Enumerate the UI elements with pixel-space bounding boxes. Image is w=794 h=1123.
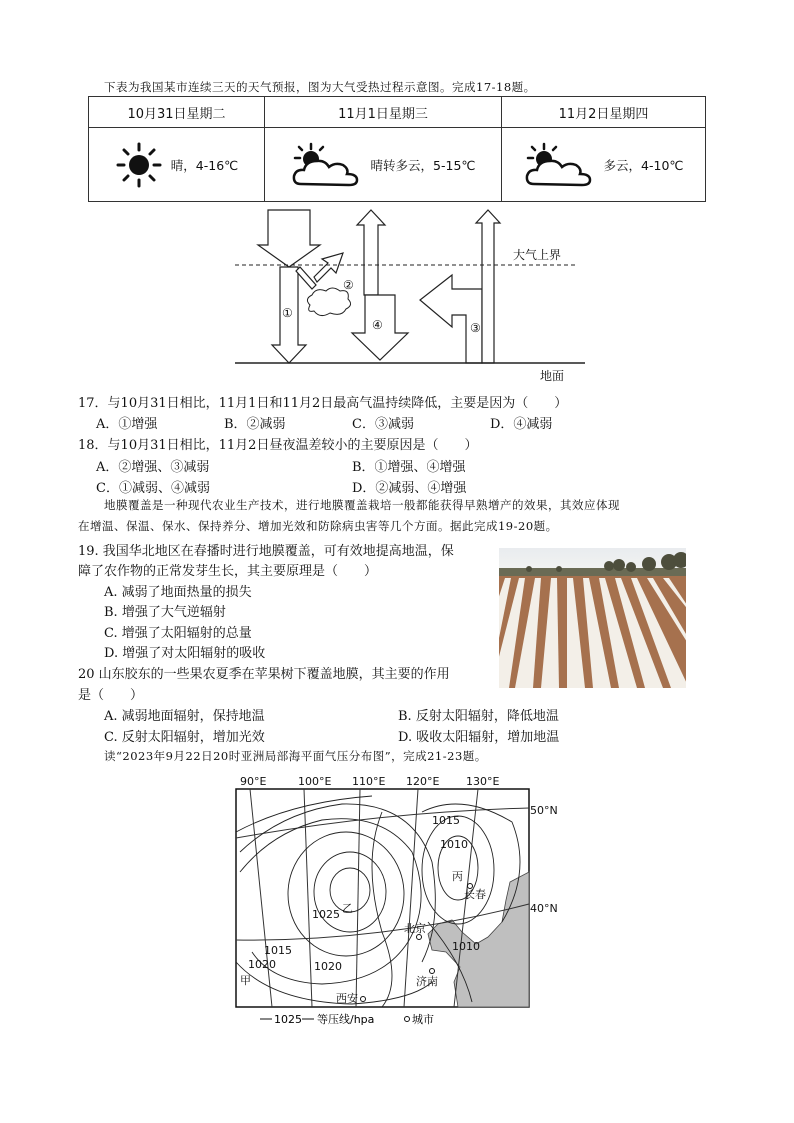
forecast-text-3: 多云，4-10℃ — [603, 157, 684, 173]
city-jinan: 济南 — [416, 975, 438, 988]
lon-label-120: 120°E — [406, 775, 440, 788]
q19-option-b: B. 增强了大气逆辐射 — [104, 605, 226, 620]
q18-option-b: B．①增强、④增强 — [352, 460, 466, 475]
intro-17-18: 下表为我国某市连续三天的天气预报，图为大气受热过程示意图。完成17-18题。 — [104, 80, 536, 94]
intro-21-23: 读“2023年9月22日20时亚洲局部海平面气压分布图”，完成21-23题。 — [104, 749, 487, 763]
forecast-text-2: 晴转多云，5-15℃ — [370, 157, 476, 173]
lon-label-100: 100°E — [298, 775, 332, 788]
lon-label-110: 110°E — [352, 775, 386, 788]
place-jia: 甲 — [240, 974, 251, 987]
legend-city: 城市 — [412, 1013, 434, 1026]
q19-stem-line1: 19. 我国华北地区在春播时进行地膜覆盖，可有效地提高地温，保 — [78, 544, 454, 559]
intro-19-20-line2: 在增温、保温、保水、保持养分、增加光效和防除病虫害等几个方面。据此完成19-20题。 — [78, 519, 558, 533]
q18-option-c: C．①减弱、④减弱 — [96, 481, 210, 496]
q17-option-c: C．③减弱 — [352, 417, 414, 432]
q17-stem: 17．与10月31日相比，11月1日和11月2日最高气温持续降低，主要是因为（ ） — [78, 396, 568, 411]
forecast-date-2: 11月1日星期三 — [265, 97, 502, 128]
city-xian: 西安 — [336, 992, 358, 1005]
q17-option-b: B．②减弱 — [224, 417, 286, 432]
city-changchun: 长春 — [464, 888, 486, 901]
plastic-mulch-photo — [499, 548, 686, 688]
q17-option-d: D．④减弱 — [490, 417, 553, 432]
marker-1: ① — [282, 306, 293, 320]
q20-stem-line1: 20 山东胶东的一些果农夏季在苹果树下覆盖地膜，其主要的作用 — [78, 667, 450, 682]
atmosphere-heating-diagram — [230, 205, 590, 385]
q18-option-a: A．②增强、③减弱 — [96, 460, 210, 475]
place-yi: 乙 — [342, 902, 353, 915]
city-dot-beijing — [417, 935, 422, 940]
q20-option-b: B. 反射太阳辐射，降低地温 — [398, 709, 559, 724]
intro-19-20-line1: 地膜覆盖是一种现代农业生产技术，进行地膜覆盖栽培一般都能获得早熟增产的效果，其效应体现 — [104, 498, 620, 512]
sun-icon — [115, 142, 163, 188]
marker-4: ④ — [372, 318, 383, 332]
legend-isobar-value: 1025 — [274, 1013, 302, 1026]
atmosphere-top-label: 大气上界 — [513, 248, 562, 262]
forecast-text-1: 晴，4-16℃ — [170, 157, 239, 173]
forecast-date-1: 10月31日星期二 — [89, 97, 265, 128]
legend-isobar: 等压线/hpa — [317, 1013, 375, 1026]
q19-stem-line2: 障了农作物的正常发芽生长，其主要原理是（ ） — [78, 564, 378, 579]
q20-option-a: A. 减弱地面辐射，保持地温 — [104, 709, 265, 724]
city-beijing: 北京 — [404, 922, 426, 935]
lat-label-40: 40°N — [530, 902, 558, 915]
q18-stem: 18．与10月31日相比，11月2日昼夜温差较小的主要原因是（ ） — [78, 438, 478, 453]
isobar-label-1015-west: 1015 — [264, 944, 292, 957]
isobar-label-1020-west: 1020 — [248, 958, 276, 971]
ground-label: 地面 — [540, 369, 565, 383]
isobar-label-1015-north: 1015 — [432, 814, 460, 827]
q20-option-c: C. 反射太阳辐射，增加光效 — [104, 730, 265, 745]
q17-option-a: A．①增强 — [96, 417, 158, 432]
isobar-label-1025: 1025 — [312, 908, 340, 921]
q19-option-d: D. 增强了对太阳辐射的吸收 — [104, 646, 266, 661]
forecast-table — [88, 96, 706, 202]
place-bing: 丙 — [452, 870, 463, 883]
forecast-date-3: 11月2日星期四 — [502, 97, 706, 128]
isobar-label-1020-center: 1020 — [314, 960, 342, 973]
marker-2: ② — [343, 278, 354, 292]
q18-option-d: D．②减弱、④增强 — [352, 481, 467, 496]
sun-cloud-icon — [524, 142, 596, 188]
pressure-map — [232, 772, 562, 1028]
isobar-label-1010-east: 1010 — [452, 940, 480, 953]
q19-option-c: C. 增强了太阳辐射的总量 — [104, 626, 252, 641]
lat-label-50: 50°N — [530, 804, 558, 817]
sun-cloud-icon — [291, 142, 363, 188]
lon-label-90: 90°E — [240, 775, 267, 788]
map-legend — [260, 1012, 434, 1026]
isobar-label-1010-north: 1010 — [440, 838, 468, 851]
marker-3: ③ — [470, 321, 481, 335]
q20-stem-line2: 是（ ） — [78, 688, 144, 703]
q20-option-d: D. 吸收太阳辐射，增加地温 — [398, 730, 560, 745]
q19-option-a: A. 减弱了地面热量的损失 — [104, 585, 252, 600]
lon-label-130: 130°E — [466, 775, 500, 788]
city-dot-xian — [361, 997, 366, 1002]
city-dot-jinan — [430, 969, 435, 974]
